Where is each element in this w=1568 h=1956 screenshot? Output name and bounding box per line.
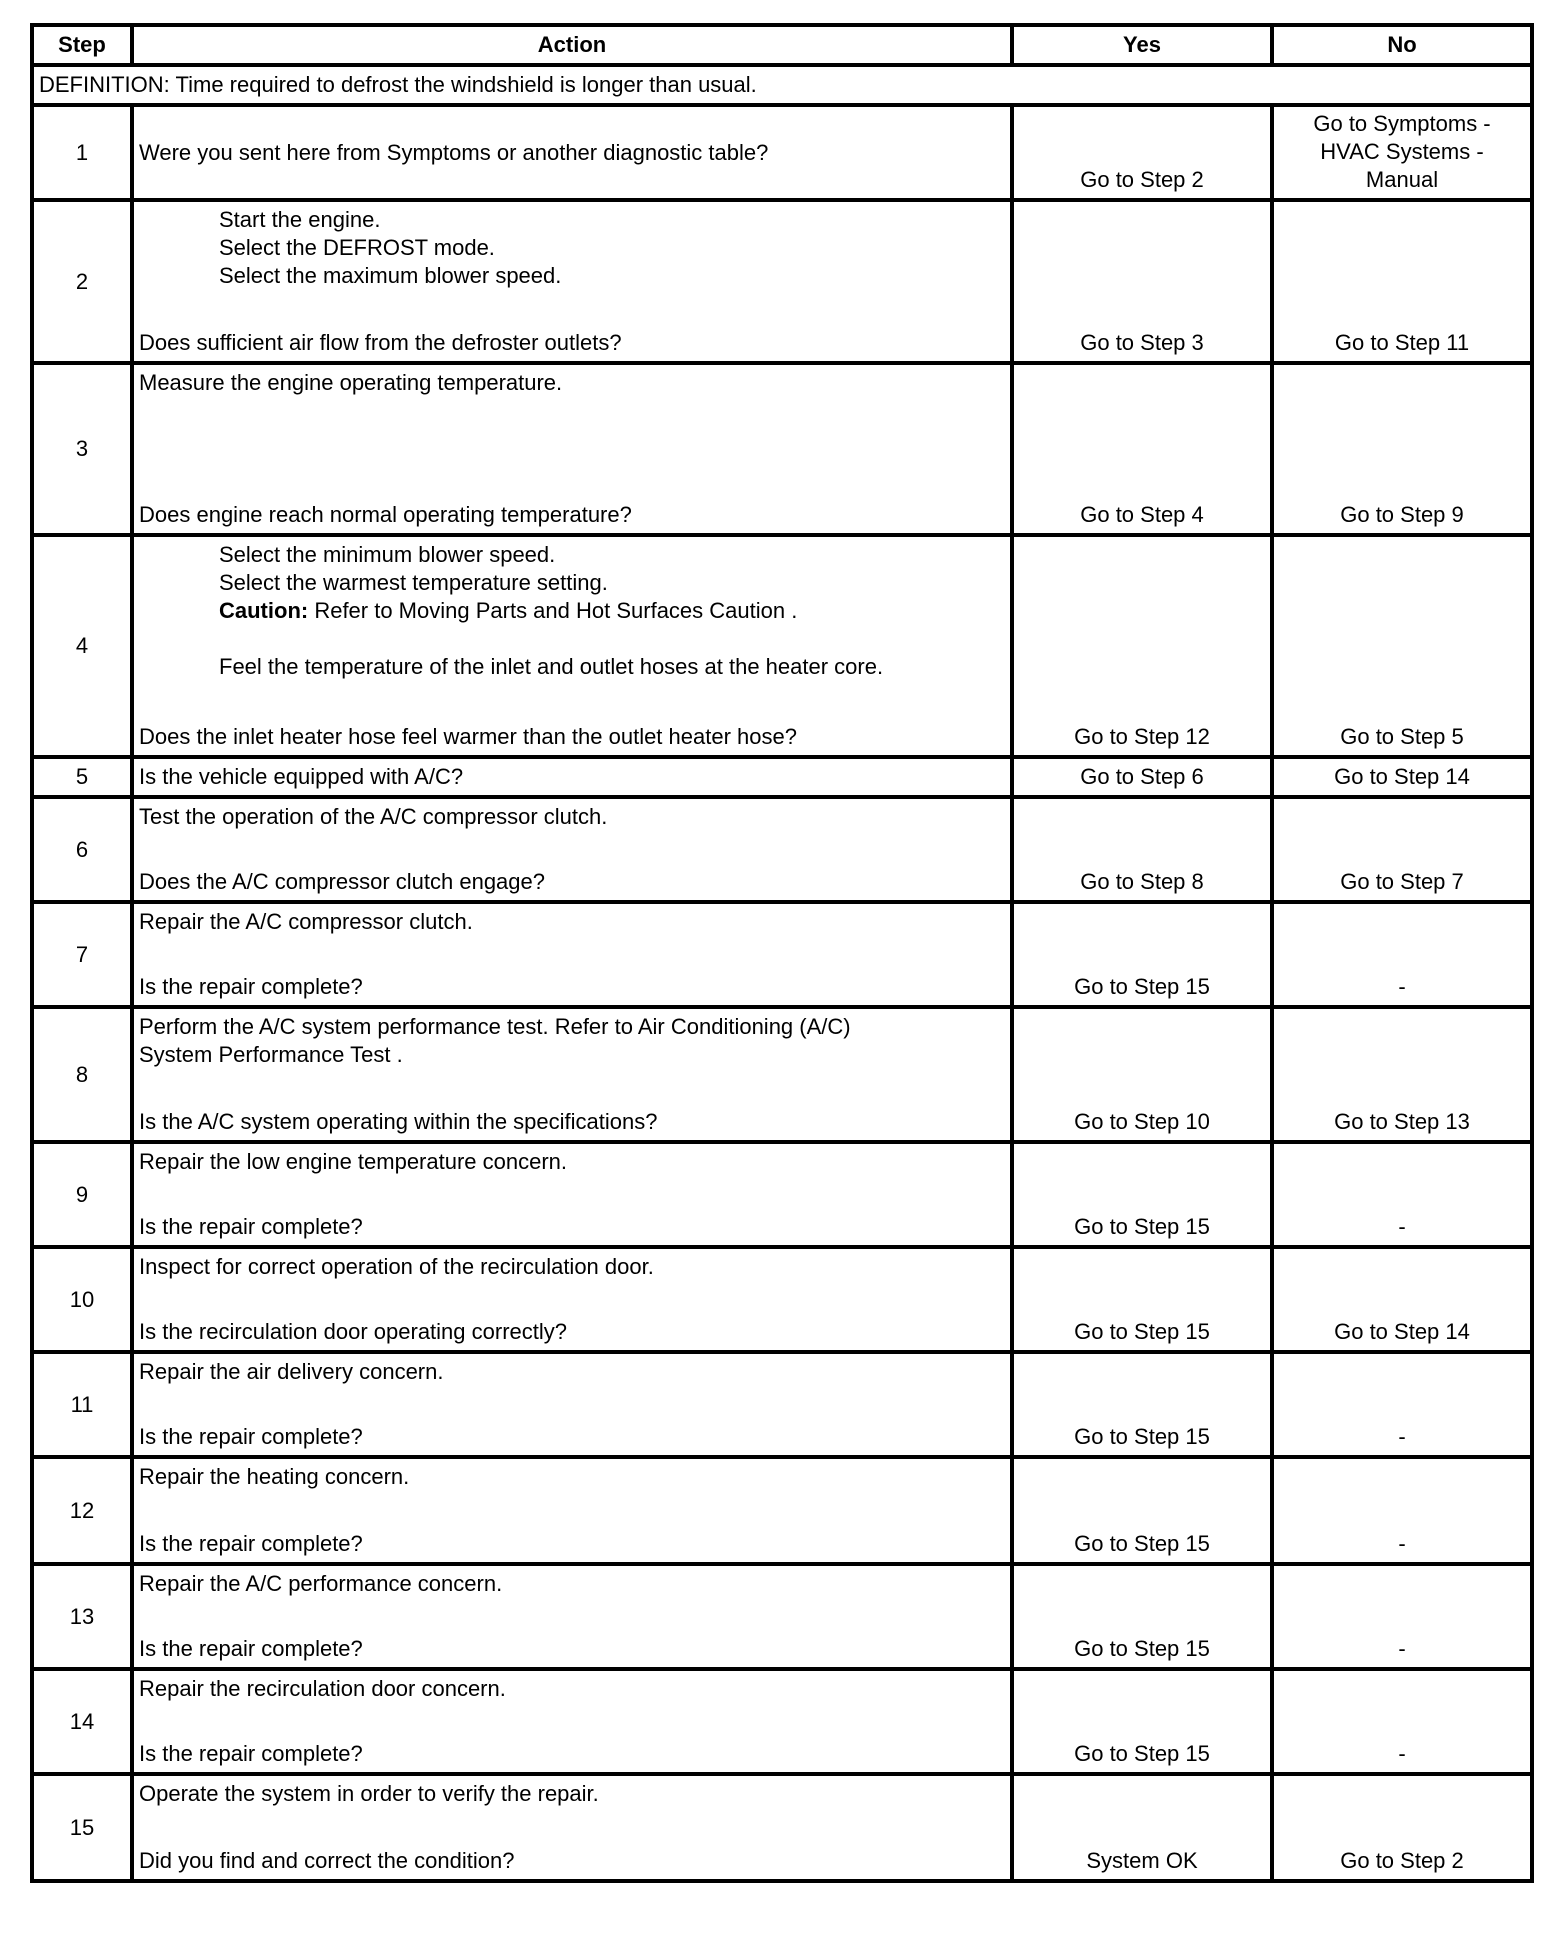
caution-label: Caution: bbox=[219, 598, 309, 623]
step-row bbox=[32, 1669, 1532, 1774]
action-cell bbox=[132, 1007, 1012, 1142]
no-result bbox=[1272, 797, 1532, 902]
yes-result: Go to Step 12 bbox=[1012, 535, 1272, 757]
yes-result: Go to Step 15 bbox=[1012, 1142, 1272, 1247]
instructions bbox=[139, 1358, 1005, 1386]
yes-result: System OK bbox=[1012, 1774, 1272, 1881]
instruction-line bbox=[139, 597, 1005, 625]
no-result-line: - bbox=[1398, 1531, 1406, 1556]
action-cell bbox=[132, 797, 1012, 902]
instruction-line bbox=[139, 1013, 1005, 1041]
step-number: 2 bbox=[32, 200, 132, 363]
yes-result: Go to Step 2 bbox=[1012, 105, 1272, 200]
instruction-line bbox=[139, 653, 1005, 681]
yes-result: Go to Step 6 bbox=[1012, 757, 1272, 797]
no-result bbox=[1272, 1669, 1532, 1774]
instruction-text: Repair the A/C compressor clutch. bbox=[139, 909, 473, 934]
instructions bbox=[139, 369, 1005, 397]
question-text: Does the A/C compressor clutch engage? bbox=[139, 869, 546, 894]
instruction-text: Inspect for correct operation of the recirculation door. bbox=[139, 1254, 654, 1279]
instruction-line bbox=[139, 803, 1005, 831]
action-content bbox=[139, 369, 1005, 529]
action-content bbox=[139, 1013, 1005, 1136]
instruction-line bbox=[139, 1148, 1005, 1176]
step-number: 14 bbox=[32, 1669, 132, 1774]
question-text: Is the recirculation door operating correctly? bbox=[139, 1319, 567, 1344]
instruction-line bbox=[139, 262, 1005, 290]
instructions bbox=[139, 1013, 1005, 1069]
action-content bbox=[139, 206, 1005, 357]
instruction-text: Test the operation of the A/C compressor clutch. bbox=[139, 804, 608, 829]
instruction-line bbox=[139, 234, 1005, 262]
instruction-text: Select the warmest temperature setting. bbox=[219, 570, 608, 595]
instruction-text: Feel the temperature of the inlet and outlet hoses at the heater core. bbox=[219, 654, 884, 679]
action-content bbox=[139, 908, 1005, 1001]
no-result-line: Manual bbox=[1365, 167, 1439, 192]
instruction-text: Repair the air delivery concern. bbox=[139, 1359, 444, 1384]
question-text: Did you find and correct the condition? bbox=[139, 1848, 515, 1873]
action-content bbox=[139, 763, 1005, 791]
step-row bbox=[32, 1564, 1532, 1669]
question-text: Is the vehicle equipped with A/C? bbox=[139, 764, 464, 789]
no-result-line: Go to Step 7 bbox=[1340, 869, 1464, 894]
instruction-line bbox=[139, 1358, 1005, 1386]
no-result-line: Go to Step 14 bbox=[1334, 1319, 1470, 1344]
instruction-line bbox=[139, 1570, 1005, 1598]
step-number: 15 bbox=[32, 1774, 132, 1881]
action-content bbox=[139, 111, 1005, 194]
question-text: Is the repair complete? bbox=[139, 974, 363, 999]
instructions bbox=[139, 908, 1005, 936]
step-row bbox=[32, 363, 1532, 535]
instructions bbox=[139, 1463, 1005, 1491]
action-cell bbox=[132, 1142, 1012, 1247]
instruction-line bbox=[139, 1675, 1005, 1703]
action-content bbox=[139, 1570, 1005, 1663]
instruction-text: Repair the recirculation door concern. bbox=[139, 1676, 506, 1701]
step-row bbox=[32, 1774, 1532, 1881]
instruction-text: Select the DEFROST mode. bbox=[219, 235, 495, 260]
no-result-line: - bbox=[1398, 1741, 1406, 1766]
no-result bbox=[1272, 902, 1532, 1007]
diagnostic-table bbox=[30, 23, 1534, 1883]
no-result-line: Go to Step 13 bbox=[1334, 1109, 1470, 1134]
header-step: Step bbox=[32, 25, 132, 65]
no-result-line: Go to Step 9 bbox=[1340, 502, 1464, 527]
step-row bbox=[32, 200, 1532, 363]
step-number: 1 bbox=[32, 105, 132, 200]
no-result-line: Go to Step 11 bbox=[1334, 330, 1470, 355]
no-result bbox=[1272, 1564, 1532, 1669]
instruction-line bbox=[139, 1253, 1005, 1281]
action-cell bbox=[132, 1669, 1012, 1774]
header-action: Action bbox=[132, 25, 1012, 65]
step-row bbox=[32, 1247, 1532, 1352]
no-result bbox=[1272, 1247, 1532, 1352]
instructions bbox=[139, 1570, 1005, 1598]
step-row bbox=[32, 1007, 1532, 1142]
step-row bbox=[32, 757, 1532, 797]
instruction-line bbox=[139, 1041, 1005, 1069]
instruction-text: Repair the low engine temperature concern. bbox=[139, 1149, 568, 1174]
question-text: Were you sent here from Symptoms or another diagnostic table? bbox=[139, 139, 769, 165]
action-content bbox=[139, 1358, 1005, 1451]
no-result bbox=[1272, 1774, 1532, 1881]
no-result bbox=[1272, 200, 1532, 363]
no-result-line: - bbox=[1398, 1214, 1406, 1239]
action-cell bbox=[132, 902, 1012, 1007]
definition-text: DEFINITION: Time required to defrost the windshield is longer than usual. bbox=[32, 65, 1532, 105]
instruction-line bbox=[139, 369, 1005, 397]
instruction-text: Select the maximum blower speed. bbox=[219, 263, 562, 288]
instruction-line bbox=[139, 569, 1005, 597]
instruction-text: Operate the system in order to verify the repair. bbox=[139, 1781, 599, 1806]
yes-result: Go to Step 15 bbox=[1012, 1457, 1272, 1564]
step-row bbox=[32, 1142, 1532, 1247]
instructions bbox=[139, 206, 1005, 290]
yes-result: Go to Step 15 bbox=[1012, 1352, 1272, 1457]
no-result bbox=[1272, 1007, 1532, 1142]
yes-result: Go to Step 8 bbox=[1012, 797, 1272, 902]
no-result bbox=[1272, 757, 1532, 797]
yes-result: Go to Step 15 bbox=[1012, 902, 1272, 1007]
step-number: 12 bbox=[32, 1457, 132, 1564]
action-cell bbox=[132, 757, 1012, 797]
instruction-line bbox=[139, 206, 1005, 234]
instruction-text: Start the engine. bbox=[219, 207, 381, 232]
instruction-text: Repair the heating concern. bbox=[139, 1464, 410, 1489]
step-row bbox=[32, 105, 1532, 200]
action-content bbox=[139, 541, 1005, 751]
step-row bbox=[32, 797, 1532, 902]
no-result-line: - bbox=[1398, 1424, 1406, 1449]
question-text: Is the repair complete? bbox=[139, 1741, 363, 1766]
header-row bbox=[32, 25, 1532, 65]
instruction-line bbox=[139, 1463, 1005, 1491]
no-result bbox=[1272, 535, 1532, 757]
yes-result: Go to Step 15 bbox=[1012, 1669, 1272, 1774]
question-text: Is the A/C system operating within the specifications? bbox=[139, 1109, 658, 1134]
step-number: 9 bbox=[32, 1142, 132, 1247]
step-number: 7 bbox=[32, 902, 132, 1007]
no-result bbox=[1272, 363, 1532, 535]
spacer bbox=[139, 625, 1005, 653]
action-cell bbox=[132, 1457, 1012, 1564]
instructions bbox=[139, 1675, 1005, 1703]
action-cell bbox=[132, 363, 1012, 535]
action-cell bbox=[132, 1352, 1012, 1457]
no-result-line: - bbox=[1398, 974, 1406, 999]
instruction-line bbox=[139, 541, 1005, 569]
no-result-line: Go to Step 5 bbox=[1340, 724, 1464, 749]
question-text: Is the repair complete? bbox=[139, 1424, 363, 1449]
no-result-line: Go to Symptoms - bbox=[1313, 111, 1491, 136]
no-result bbox=[1272, 1142, 1532, 1247]
action-cell bbox=[132, 105, 1012, 200]
step-number: 10 bbox=[32, 1247, 132, 1352]
step-number: 13 bbox=[32, 1564, 132, 1669]
question-text: Does the inlet heater hose feel warmer than the outlet heater hose? bbox=[139, 724, 797, 749]
action-content bbox=[139, 1253, 1005, 1346]
question-text: Is the repair complete? bbox=[139, 1636, 363, 1661]
question-text: Is the repair complete? bbox=[139, 1531, 363, 1556]
step-row bbox=[32, 902, 1532, 1007]
yes-result: Go to Step 15 bbox=[1012, 1564, 1272, 1669]
instruction-text: System Performance Test . bbox=[139, 1042, 403, 1067]
question-text: Does sufficient air flow from the defroster outlets? bbox=[139, 330, 622, 355]
no-result bbox=[1272, 1352, 1532, 1457]
instruction-text: Measure the engine operating temperature. bbox=[139, 370, 563, 395]
instructions bbox=[139, 541, 1005, 681]
action-cell bbox=[132, 1564, 1012, 1669]
step-number: 3 bbox=[32, 363, 132, 535]
no-result-line: Go to Step 14 bbox=[1334, 764, 1470, 789]
no-result-line: HVAC Systems - bbox=[1320, 139, 1484, 164]
action-content bbox=[139, 803, 1005, 896]
instructions bbox=[139, 1253, 1005, 1281]
step-number: 11 bbox=[32, 1352, 132, 1457]
action-content bbox=[139, 1148, 1005, 1241]
instruction-text: Perform the A/C system performance test. Refer to Air Conditioning (A/C) bbox=[139, 1014, 851, 1039]
header-no: No bbox=[1272, 25, 1532, 65]
step-row bbox=[32, 1352, 1532, 1457]
yes-result: Go to Step 4 bbox=[1012, 363, 1272, 535]
yes-result: Go to Step 3 bbox=[1012, 200, 1272, 363]
definition-row bbox=[32, 65, 1532, 105]
instruction-text: Repair the A/C performance concern. bbox=[139, 1571, 503, 1596]
instruction-text: Refer to Moving Parts and Hot Surfaces Caution . bbox=[308, 598, 798, 623]
instructions bbox=[139, 803, 1005, 831]
step-number: 5 bbox=[32, 757, 132, 797]
yes-result: Go to Step 10 bbox=[1012, 1007, 1272, 1142]
question-text: Does engine reach normal operating temperature? bbox=[139, 502, 632, 527]
action-content bbox=[139, 1675, 1005, 1768]
step-row bbox=[32, 1457, 1532, 1564]
no-result-line: - bbox=[1398, 1636, 1406, 1661]
action-cell bbox=[132, 535, 1012, 757]
instructions bbox=[139, 1148, 1005, 1176]
step-row bbox=[32, 535, 1532, 757]
instruction-line bbox=[139, 1780, 1005, 1808]
no-result bbox=[1272, 1457, 1532, 1564]
step-number: 6 bbox=[32, 797, 132, 902]
question-text: Is the repair complete? bbox=[139, 1214, 363, 1239]
instruction-text: Select the minimum blower speed. bbox=[219, 542, 556, 567]
action-content bbox=[139, 1463, 1005, 1558]
header-yes: Yes bbox=[1012, 25, 1272, 65]
action-cell bbox=[132, 200, 1012, 363]
step-number: 4 bbox=[32, 535, 132, 757]
no-result-line: Go to Step 2 bbox=[1340, 1848, 1464, 1873]
action-cell bbox=[132, 1247, 1012, 1352]
action-content bbox=[139, 1780, 1005, 1875]
action-cell bbox=[132, 1774, 1012, 1881]
instruction-line bbox=[139, 908, 1005, 936]
step-number: 8 bbox=[32, 1007, 132, 1142]
no-result bbox=[1272, 105, 1532, 200]
yes-result: Go to Step 15 bbox=[1012, 1247, 1272, 1352]
instructions bbox=[139, 1780, 1005, 1808]
